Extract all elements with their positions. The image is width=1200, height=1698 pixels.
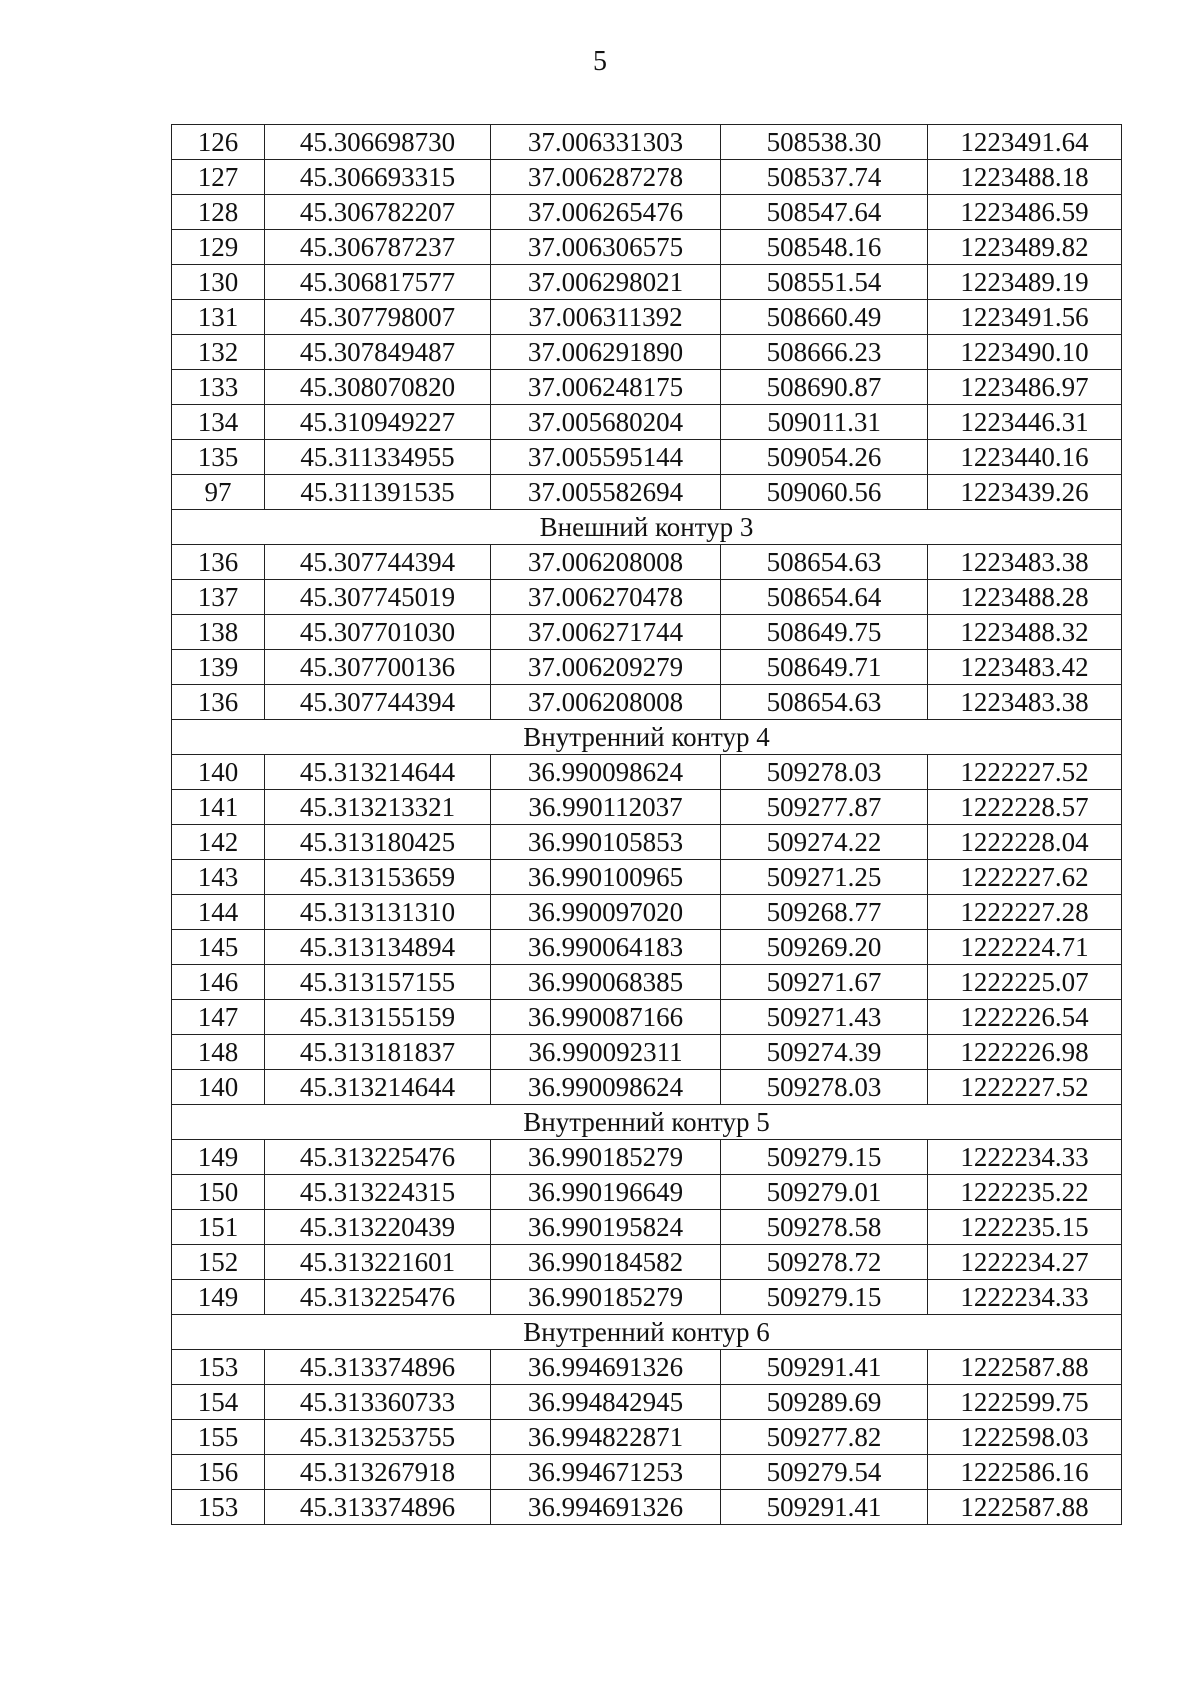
- x-coordinate-cell: 509278.03: [721, 1070, 928, 1105]
- longitude-cell: 37.006208008: [491, 545, 721, 580]
- y-coordinate-cell: 1222599.75: [928, 1385, 1122, 1420]
- point-number-cell: 145: [172, 930, 265, 965]
- latitude-cell: 45.313214644: [265, 1070, 491, 1105]
- point-number-cell: 151: [172, 1210, 265, 1245]
- longitude-cell: 36.994671253: [491, 1455, 721, 1490]
- longitude-cell: 37.006208008: [491, 685, 721, 720]
- table-row: [172, 475, 1122, 510]
- table-row: [172, 755, 1122, 790]
- table-row: [172, 580, 1122, 615]
- table-row: [172, 230, 1122, 265]
- x-coordinate-cell: 509289.69: [721, 1385, 928, 1420]
- table-row: [172, 1210, 1122, 1245]
- point-number-cell: 148: [172, 1035, 265, 1070]
- point-number-cell: 140: [172, 1070, 265, 1105]
- longitude-cell: 37.006306575: [491, 230, 721, 265]
- table-row: [172, 160, 1122, 195]
- table-row: [172, 405, 1122, 440]
- contour-section-row: [172, 720, 1122, 755]
- table-row: [172, 440, 1122, 475]
- longitude-cell: 36.990068385: [491, 965, 721, 1000]
- latitude-cell: 45.307700136: [265, 650, 491, 685]
- table-row: [172, 195, 1122, 230]
- y-coordinate-cell: 1222234.33: [928, 1140, 1122, 1175]
- y-coordinate-cell: 1223440.16: [928, 440, 1122, 475]
- x-coordinate-cell: 509279.54: [721, 1455, 928, 1490]
- page-number: 5: [593, 46, 607, 77]
- latitude-cell: 45.307701030: [265, 615, 491, 650]
- longitude-cell: 36.990112037: [491, 790, 721, 825]
- y-coordinate-cell: 1222226.54: [928, 1000, 1122, 1035]
- y-coordinate-cell: 1223483.42: [928, 650, 1122, 685]
- latitude-cell: 45.313181837: [265, 1035, 491, 1070]
- contour-section-label: Внутренний контур 5: [172, 1105, 1122, 1140]
- point-number-cell: 155: [172, 1420, 265, 1455]
- point-number-cell: 135: [172, 440, 265, 475]
- y-coordinate-cell: 1223486.59: [928, 195, 1122, 230]
- latitude-cell: 45.313220439: [265, 1210, 491, 1245]
- x-coordinate-cell: 509011.31: [721, 405, 928, 440]
- point-number-cell: 138: [172, 615, 265, 650]
- y-coordinate-cell: 1222225.07: [928, 965, 1122, 1000]
- longitude-cell: 36.990098624: [491, 1070, 721, 1105]
- latitude-cell: 45.313253755: [265, 1420, 491, 1455]
- longitude-cell: 36.990100965: [491, 860, 721, 895]
- longitude-cell: 37.005595144: [491, 440, 721, 475]
- y-coordinate-cell: 1223489.82: [928, 230, 1122, 265]
- x-coordinate-cell: 509278.72: [721, 1245, 928, 1280]
- table-row: [172, 650, 1122, 685]
- x-coordinate-cell: 508649.75: [721, 615, 928, 650]
- longitude-cell: 37.006311392: [491, 300, 721, 335]
- table-row: [172, 685, 1122, 720]
- x-coordinate-cell: 509271.43: [721, 1000, 928, 1035]
- table-row: [172, 1070, 1122, 1105]
- point-number-cell: 126: [172, 125, 265, 160]
- longitude-cell: 37.006298021: [491, 265, 721, 300]
- x-coordinate-cell: 509277.87: [721, 790, 928, 825]
- table-row: [172, 265, 1122, 300]
- y-coordinate-cell: 1222234.27: [928, 1245, 1122, 1280]
- point-number-cell: 134: [172, 405, 265, 440]
- table-row: [172, 615, 1122, 650]
- table-row: [172, 1350, 1122, 1385]
- latitude-cell: 45.313153659: [265, 860, 491, 895]
- table-row: [172, 1490, 1122, 1525]
- x-coordinate-cell: 509278.58: [721, 1210, 928, 1245]
- coordinates-table: [171, 124, 1122, 1525]
- y-coordinate-cell: 1223488.18: [928, 160, 1122, 195]
- y-coordinate-cell: 1222227.28: [928, 895, 1122, 930]
- longitude-cell: 36.990098624: [491, 755, 721, 790]
- latitude-cell: 45.313225476: [265, 1280, 491, 1315]
- table-row: [172, 860, 1122, 895]
- table-row: [172, 1035, 1122, 1070]
- table-row: [172, 370, 1122, 405]
- point-number-cell: 132: [172, 335, 265, 370]
- point-number-cell: 150: [172, 1175, 265, 1210]
- table-row: [172, 965, 1122, 1000]
- latitude-cell: 45.313221601: [265, 1245, 491, 1280]
- table-row: [172, 825, 1122, 860]
- longitude-cell: 36.990196649: [491, 1175, 721, 1210]
- latitude-cell: 45.307744394: [265, 685, 491, 720]
- x-coordinate-cell: 509268.77: [721, 895, 928, 930]
- latitude-cell: 45.313267918: [265, 1455, 491, 1490]
- x-coordinate-cell: 509274.22: [721, 825, 928, 860]
- x-coordinate-cell: 509279.15: [721, 1280, 928, 1315]
- x-coordinate-cell: 508666.23: [721, 335, 928, 370]
- y-coordinate-cell: 1222227.52: [928, 755, 1122, 790]
- y-coordinate-cell: 1223439.26: [928, 475, 1122, 510]
- latitude-cell: 45.313157155: [265, 965, 491, 1000]
- y-coordinate-cell: 1223488.28: [928, 580, 1122, 615]
- table-row: [172, 1140, 1122, 1175]
- point-number-cell: 139: [172, 650, 265, 685]
- point-number-cell: 128: [172, 195, 265, 230]
- latitude-cell: 45.313374896: [265, 1350, 491, 1385]
- table-row: [172, 1280, 1122, 1315]
- x-coordinate-cell: 508551.54: [721, 265, 928, 300]
- latitude-cell: 45.311391535: [265, 475, 491, 510]
- longitude-cell: 36.990185279: [491, 1280, 721, 1315]
- contour-section-row: [172, 510, 1122, 545]
- y-coordinate-cell: 1222228.04: [928, 825, 1122, 860]
- x-coordinate-cell: 509291.41: [721, 1490, 928, 1525]
- y-coordinate-cell: 1222227.52: [928, 1070, 1122, 1105]
- x-coordinate-cell: 508654.63: [721, 685, 928, 720]
- point-number-cell: 147: [172, 1000, 265, 1035]
- x-coordinate-cell: 509291.41: [721, 1350, 928, 1385]
- point-number-cell: 136: [172, 545, 265, 580]
- point-number-cell: 143: [172, 860, 265, 895]
- longitude-cell: 37.006265476: [491, 195, 721, 230]
- y-coordinate-cell: 1222587.88: [928, 1490, 1122, 1525]
- point-number-cell: 127: [172, 160, 265, 195]
- contour-section-row: [172, 1105, 1122, 1140]
- point-number-cell: 137: [172, 580, 265, 615]
- longitude-cell: 37.006287278: [491, 160, 721, 195]
- table-row: [172, 1420, 1122, 1455]
- contour-section-label: Внешний контур 3: [172, 510, 1122, 545]
- longitude-cell: 36.994691326: [491, 1490, 721, 1525]
- latitude-cell: 45.306782207: [265, 195, 491, 230]
- longitude-cell: 37.006209279: [491, 650, 721, 685]
- x-coordinate-cell: 509279.15: [721, 1140, 928, 1175]
- y-coordinate-cell: 1223483.38: [928, 685, 1122, 720]
- latitude-cell: 45.313224315: [265, 1175, 491, 1210]
- y-coordinate-cell: 1222586.16: [928, 1455, 1122, 1490]
- table-row: [172, 300, 1122, 335]
- point-number-cell: 136: [172, 685, 265, 720]
- longitude-cell: 36.994842945: [491, 1385, 721, 1420]
- point-number-cell: 142: [172, 825, 265, 860]
- latitude-cell: 45.313214644: [265, 755, 491, 790]
- point-number-cell: 156: [172, 1455, 265, 1490]
- point-number-cell: 141: [172, 790, 265, 825]
- latitude-cell: 45.313225476: [265, 1140, 491, 1175]
- y-coordinate-cell: 1222235.15: [928, 1210, 1122, 1245]
- coordinates-table-body: [172, 125, 1122, 1525]
- x-coordinate-cell: 508649.71: [721, 650, 928, 685]
- y-coordinate-cell: 1222226.98: [928, 1035, 1122, 1070]
- longitude-cell: 37.006271744: [491, 615, 721, 650]
- y-coordinate-cell: 1223486.97: [928, 370, 1122, 405]
- x-coordinate-cell: 509274.39: [721, 1035, 928, 1070]
- longitude-cell: 36.990105853: [491, 825, 721, 860]
- point-number-cell: 131: [172, 300, 265, 335]
- y-coordinate-cell: 1222587.88: [928, 1350, 1122, 1385]
- y-coordinate-cell: 1222234.33: [928, 1280, 1122, 1315]
- table-row: [172, 1000, 1122, 1035]
- point-number-cell: 133: [172, 370, 265, 405]
- longitude-cell: 37.006270478: [491, 580, 721, 615]
- x-coordinate-cell: 509269.20: [721, 930, 928, 965]
- point-number-cell: 146: [172, 965, 265, 1000]
- point-number-cell: 154: [172, 1385, 265, 1420]
- table-row: [172, 790, 1122, 825]
- table-row: [172, 1385, 1122, 1420]
- y-coordinate-cell: 1222598.03: [928, 1420, 1122, 1455]
- point-number-cell: 149: [172, 1140, 265, 1175]
- y-coordinate-cell: 1222228.57: [928, 790, 1122, 825]
- point-number-cell: 149: [172, 1280, 265, 1315]
- y-coordinate-cell: 1223491.64: [928, 125, 1122, 160]
- y-coordinate-cell: 1222224.71: [928, 930, 1122, 965]
- x-coordinate-cell: 509271.25: [721, 860, 928, 895]
- x-coordinate-cell: 509278.03: [721, 755, 928, 790]
- latitude-cell: 45.313213321: [265, 790, 491, 825]
- longitude-cell: 36.994691326: [491, 1350, 721, 1385]
- latitude-cell: 45.313360733: [265, 1385, 491, 1420]
- contour-section-label: Внутренний контур 6: [172, 1315, 1122, 1350]
- latitude-cell: 45.307798007: [265, 300, 491, 335]
- table-row: [172, 1455, 1122, 1490]
- longitude-cell: 36.990185279: [491, 1140, 721, 1175]
- longitude-cell: 36.990097020: [491, 895, 721, 930]
- longitude-cell: 37.006248175: [491, 370, 721, 405]
- longitude-cell: 36.990087166: [491, 1000, 721, 1035]
- latitude-cell: 45.308070820: [265, 370, 491, 405]
- table-row: [172, 1245, 1122, 1280]
- y-coordinate-cell: 1223488.32: [928, 615, 1122, 650]
- longitude-cell: 37.005582694: [491, 475, 721, 510]
- longitude-cell: 37.006291890: [491, 335, 721, 370]
- x-coordinate-cell: 508537.74: [721, 160, 928, 195]
- x-coordinate-cell: 508538.30: [721, 125, 928, 160]
- longitude-cell: 37.006331303: [491, 125, 721, 160]
- y-coordinate-cell: 1223491.56: [928, 300, 1122, 335]
- longitude-cell: 36.990195824: [491, 1210, 721, 1245]
- y-coordinate-cell: 1222235.22: [928, 1175, 1122, 1210]
- table-row: [172, 895, 1122, 930]
- contour-section-row: [172, 1315, 1122, 1350]
- latitude-cell: 45.313374896: [265, 1490, 491, 1525]
- x-coordinate-cell: 508548.16: [721, 230, 928, 265]
- x-coordinate-cell: 508660.49: [721, 300, 928, 335]
- latitude-cell: 45.310949227: [265, 405, 491, 440]
- longitude-cell: 36.990064183: [491, 930, 721, 965]
- longitude-cell: 36.994822871: [491, 1420, 721, 1455]
- table-row: [172, 125, 1122, 160]
- x-coordinate-cell: 509060.56: [721, 475, 928, 510]
- y-coordinate-cell: 1223489.19: [928, 265, 1122, 300]
- point-number-cell: 152: [172, 1245, 265, 1280]
- y-coordinate-cell: 1223483.38: [928, 545, 1122, 580]
- latitude-cell: 45.313131310: [265, 895, 491, 930]
- table-row: [172, 335, 1122, 370]
- latitude-cell: 45.306817577: [265, 265, 491, 300]
- x-coordinate-cell: 508690.87: [721, 370, 928, 405]
- x-coordinate-cell: 509271.67: [721, 965, 928, 1000]
- x-coordinate-cell: 508654.64: [721, 580, 928, 615]
- x-coordinate-cell: 509277.82: [721, 1420, 928, 1455]
- point-number-cell: 140: [172, 755, 265, 790]
- x-coordinate-cell: 508654.63: [721, 545, 928, 580]
- point-number-cell: 153: [172, 1490, 265, 1525]
- y-coordinate-cell: 1223490.10: [928, 335, 1122, 370]
- x-coordinate-cell: 508547.64: [721, 195, 928, 230]
- y-coordinate-cell: 1223446.31: [928, 405, 1122, 440]
- point-number-cell: 129: [172, 230, 265, 265]
- point-number-cell: 97: [172, 475, 265, 510]
- latitude-cell: 45.306787237: [265, 230, 491, 265]
- latitude-cell: 45.311334955: [265, 440, 491, 475]
- latitude-cell: 45.306693315: [265, 160, 491, 195]
- table-row: [172, 1175, 1122, 1210]
- latitude-cell: 45.307745019: [265, 580, 491, 615]
- x-coordinate-cell: 509279.01: [721, 1175, 928, 1210]
- table-row: [172, 545, 1122, 580]
- longitude-cell: 37.005680204: [491, 405, 721, 440]
- latitude-cell: 45.307744394: [265, 545, 491, 580]
- contour-section-label: Внутренний контур 4: [172, 720, 1122, 755]
- longitude-cell: 36.990092311: [491, 1035, 721, 1070]
- longitude-cell: 36.990184582: [491, 1245, 721, 1280]
- latitude-cell: 45.306698730: [265, 125, 491, 160]
- y-coordinate-cell: 1222227.62: [928, 860, 1122, 895]
- latitude-cell: 45.313134894: [265, 930, 491, 965]
- latitude-cell: 45.313155159: [265, 1000, 491, 1035]
- point-number-cell: 130: [172, 265, 265, 300]
- x-coordinate-cell: 509054.26: [721, 440, 928, 475]
- latitude-cell: 45.313180425: [265, 825, 491, 860]
- latitude-cell: 45.307849487: [265, 335, 491, 370]
- point-number-cell: 153: [172, 1350, 265, 1385]
- point-number-cell: 144: [172, 895, 265, 930]
- table-row: [172, 930, 1122, 965]
